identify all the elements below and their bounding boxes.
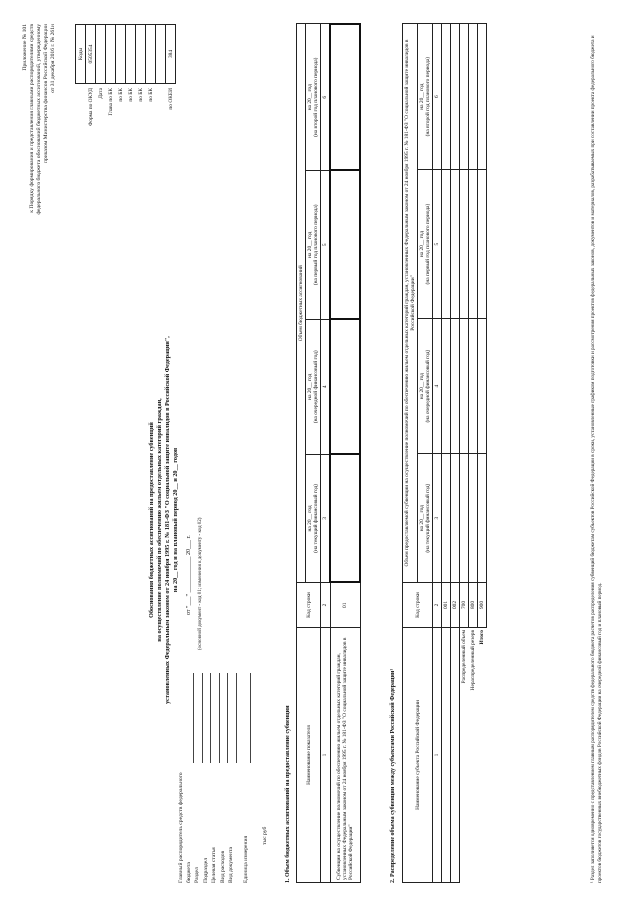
appendix-line: к Порядку формирования и представления главными распорядителями средств (28, 24, 35, 213)
value-cell[interactable] (460, 454, 469, 583)
appendix-line: от 31 декабря 2016 г. № 261н (49, 24, 56, 93)
row-code: 01 (330, 583, 360, 628)
total-label: Нераспределенный резерв (470, 630, 476, 691)
value-cell[interactable] (478, 454, 487, 583)
section1-heading: 1. Объем бюджетных ассигнований на предоставление субвенции (285, 705, 291, 883)
year-header: на 20__ год (на первый год планового периода) (306, 170, 321, 319)
col-number: 6 (433, 24, 442, 170)
value-cell[interactable] (478, 24, 487, 170)
code-label: по ОКЕИ (167, 88, 174, 110)
value-cell[interactable] (460, 170, 469, 319)
year-header: на 20__ год (на текущий финансовый год) (306, 454, 321, 582)
appendix-line: федерального бюджета обоснований бюджетных ассигнований, утвержденному (35, 24, 42, 215)
row-code: 002 (451, 583, 460, 628)
col-number: 3 (321, 454, 331, 582)
code-label: по БК (127, 88, 134, 102)
requisite-line (194, 673, 203, 763)
value-cell[interactable] (451, 170, 460, 319)
section1-table (296, 23, 361, 883)
col-name-header: Наименование показателя (297, 628, 321, 883)
value-cell[interactable] (478, 318, 487, 453)
code-value (126, 25, 136, 84)
row-label: Субвенции на осуществление полномочий по обеспечению жильем отдельных категорий граждан, установленных Федеральным законом от 24 ноября 1995 г. № 181-ФЗ "О социальной защите инвалидов в Российской Федерации" (330, 628, 360, 883)
total-label: Распределенный объем (461, 630, 468, 684)
year-header: на 20__ год (на очередной финансовый год) (418, 318, 433, 453)
requisite-line (228, 673, 237, 763)
unit-value: тыс руб (262, 826, 268, 845)
title-line: на 20__ год и на плановый период 20__ и 20__ годов (172, 447, 180, 593)
value-cell[interactable] (478, 170, 487, 319)
value-cell[interactable] (442, 454, 451, 583)
subject-cell[interactable] (451, 628, 460, 883)
value-cell[interactable] (330, 24, 360, 170)
code-label: Дата (97, 88, 104, 99)
document-title (148, 305, 180, 735)
appendix-line: Приложение № 101 (22, 24, 28, 71)
col-number: 4 (321, 319, 331, 454)
title-line: на осуществление полномочий по обеспечению жильем отдельных категорий граждан, (156, 398, 164, 642)
value-cell[interactable] (460, 318, 469, 453)
year-header: на 20__ год (на текущий финансовый год) (418, 454, 433, 583)
col-number: 5 (321, 170, 331, 319)
col-number: 1 (433, 628, 442, 883)
year-header: на 20__ год (на очередной финансовый год) (306, 319, 321, 454)
year-header: на 20__ год (на первый год планового периода) (418, 170, 433, 319)
requisite-line (220, 673, 229, 763)
code-label: по БК (117, 88, 124, 102)
col-number: 2 (321, 583, 331, 628)
appendix-line: приказом Министерства финансов Российской Федерации (42, 24, 49, 164)
year-header: на 20__ год (на второй год планового периода) (306, 24, 321, 170)
value-cell[interactable] (330, 319, 360, 454)
code-value (96, 25, 106, 84)
subject-cell[interactable] (442, 628, 451, 883)
code-label: Форма по ОКУД (87, 88, 94, 126)
code-label: Глава по БК (107, 88, 114, 116)
code-value (106, 25, 116, 84)
total-label: Итого (479, 630, 485, 645)
value-cell[interactable] (460, 24, 469, 170)
value-cell[interactable] (442, 24, 451, 170)
col-number: 5 (433, 170, 442, 319)
codes-header: Коды (76, 25, 86, 84)
value-cell[interactable] (330, 170, 360, 319)
col-number: 2 (433, 583, 442, 628)
footnote: ¹ Раздел заполняется одновременно с представлением главным распорядителем средств федерального бюджета расчетов распределения субвенций бюджетам субъектов Российской Федерации в сроки, установленные графиком подготовки и рассмотрения проектов федеральных законов, документов и материалов, разрабатываемых при составлении проекта федерального бюджета и проектов бюджетов государственных внебюджетных фондов Российской Федерации на очередной финансовый год и плановый период. (590, 35, 603, 883)
value-cell[interactable] (469, 318, 478, 453)
appendix-header (22, 24, 57, 324)
col-number: 6 (321, 24, 331, 170)
document-type-note: (основной документ - код 01; изменения к документу - код 02) (198, 517, 203, 650)
col-code-header: Код строки (403, 583, 433, 628)
title-line: Обоснования бюджетных ассигнований на предоставление субвенций (148, 422, 155, 618)
code-label (156, 84, 166, 152)
form-requisites (178, 673, 251, 883)
value-cell[interactable] (469, 24, 478, 170)
col-code-header: Код строки (297, 583, 321, 628)
requisite-line (203, 673, 212, 763)
requisite-label: Подраздел (202, 857, 209, 883)
row-code: 800 (469, 583, 478, 628)
col-number: 3 (433, 454, 442, 583)
requisite-label: Вид документа (228, 847, 234, 883)
title-line: установленных Федеральным законом от 24 ноября 1995 г. № 181-ФЗ "О социальной защите инвалидов в Российской Федерации", (164, 336, 172, 704)
value-cell[interactable] (330, 454, 360, 582)
requisite-label: Вид расходов (219, 850, 226, 883)
codes-block (75, 24, 176, 151)
requisite-label: Главный распорядитель средств федерального бюджета (178, 772, 192, 883)
section2-table (402, 23, 487, 883)
document-date: от "___" ____________ 20___ г. (186, 535, 192, 615)
code-value: 0505354 (86, 25, 96, 84)
row-code: 001 (442, 583, 451, 628)
requisite-line (211, 673, 220, 763)
col-group-header: Объем бюджетных ассигнований (297, 24, 306, 583)
code-value (116, 25, 126, 84)
requisite-label: Раздел (194, 867, 200, 883)
value-cell[interactable] (469, 454, 478, 583)
col-number: 4 (433, 318, 442, 453)
code-value (136, 25, 146, 84)
requisite-line (243, 673, 252, 763)
code-label: по БК (147, 88, 154, 102)
value-cell[interactable] (469, 170, 478, 319)
section2-heading: 2. Распределение объема субвенции между субъектами Российской Федерации¹ (390, 668, 396, 883)
value-cell[interactable] (451, 318, 460, 453)
row-code: 700 (460, 583, 469, 628)
requisite-label: Целевая статья (211, 847, 217, 883)
requisite-label: Единица измерения (242, 835, 249, 883)
col-name-header: Наименование субъекта Российской Федерации (403, 628, 433, 883)
code-value: 384 (166, 25, 176, 84)
row-code: 900 (478, 583, 487, 628)
value-cell[interactable] (442, 170, 451, 319)
col-group-header: Объем предоставляемой субвенции на осуществление полномочий по обеспечению жильем отдельных категорий граждан, установленных Федеральным законом от 24 ноября 1995 г. № 181-ФЗ "О социальной защите инвалидов в Российской Федерации" (403, 24, 418, 583)
code-value (146, 25, 156, 84)
requisite-line (178, 673, 194, 763)
code-value (156, 25, 166, 84)
value-cell[interactable] (451, 24, 460, 170)
year-header: на 20__ год (на второй год планового периода) (418, 24, 433, 170)
value-cell[interactable] (451, 454, 460, 583)
code-label: по БК (137, 88, 144, 102)
value-cell[interactable] (442, 318, 451, 453)
col-number: 1 (321, 628, 331, 883)
